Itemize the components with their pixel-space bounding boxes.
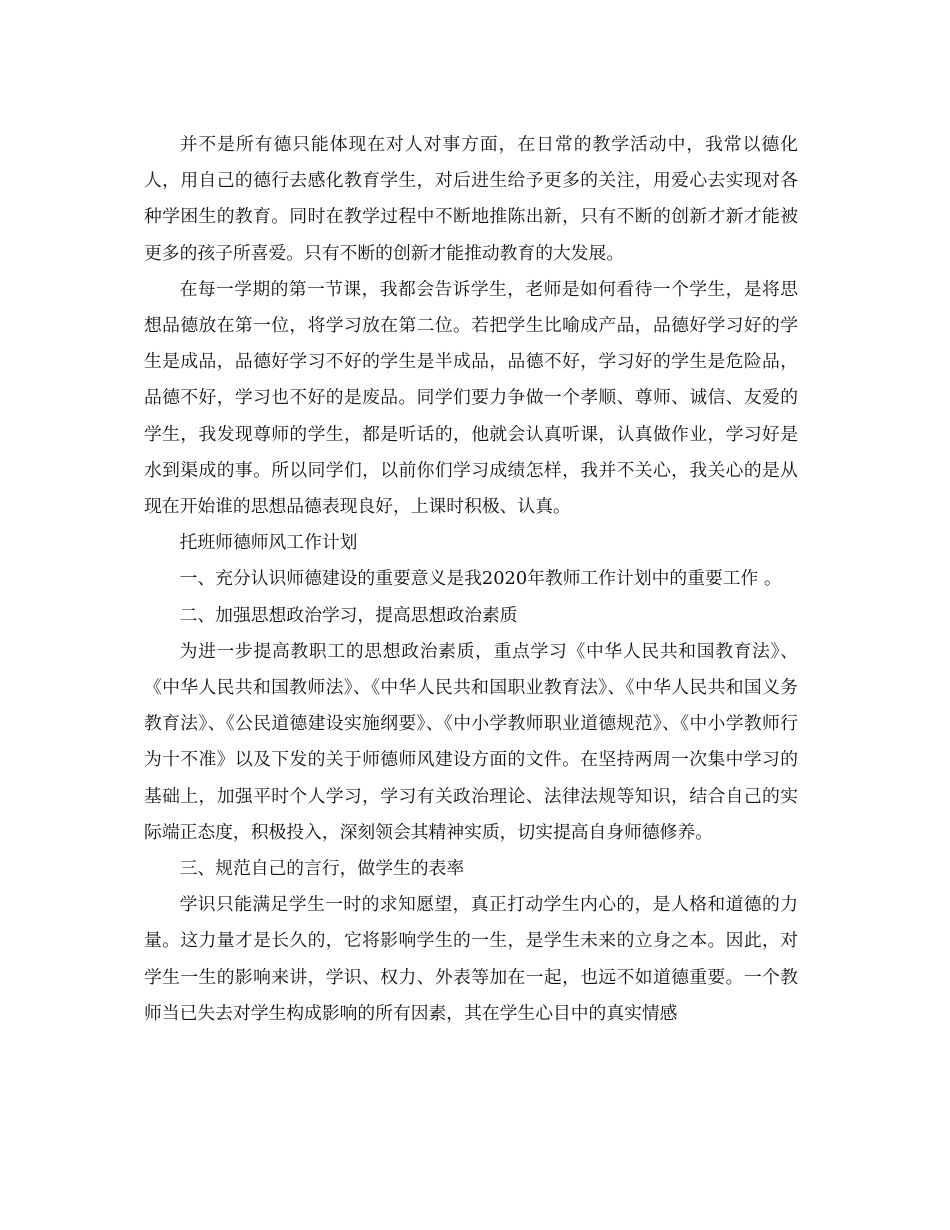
paragraph-3: 为进一步提高教职工的思想政治素质，重点学习《中华人民共和国教育法》、《中华人民共和国教师法》、《中华人民共和国职业教育法》、《中华人民共和国义务教育法》、《公民道德建设实施纲要》、《中小学教师职业道德规范》、《中小学教师行为十不准》以及下发的关于师德师风建设方面的文件。在坚持两周一次集中学习的基础上，加强平时个人学习，学习有关政治理论、法律法规等知识，结合自己的实际端正态度，积极投入，深刻领会其精神实质，切实提高自身师德修养。 — [144, 640, 798, 843]
section-heading-2: 二、加强思想政治学习，提高思想政治素质 — [179, 604, 518, 626]
section-heading-3: 三、规范自己的言行，做学生的表率 — [179, 858, 465, 880]
section-heading-1: 一、充分认识师德建设的重要意义是我2020年教师工作计划中的重要工作 。 — [179, 568, 782, 590]
paragraph-1: 并不是所有德只能体现在对人对事方面，在日常的教学活动中，我常以德化人，用自己的德行去感化教育学生，对后进生给予更多的关注，用爱心去实现对各种学困生的教育。同时在教学过程中不断地推陈出新，只有不断的创新才新才能被更多的孩子所喜爱。只有不断的创新才能推动教育的大发展。 — [144, 134, 798, 264]
paragraph-4: 学识只能满足学生一时的求知愿望，真正打动学生内心的，是人格和道德的力量。这力量才是长久的，它将影响学生的一生，是学生未来的立身之本。因此，对学生一生的影响来讲，学识、权力、外表等加在一起，也远不如道德重要。一个教师当已失去对学生构成影响的所有因素，其在学生心目中的真实情感 — [144, 894, 798, 1024]
paragraph-2: 在每一学期的第一节课，我都会告诉学生，老师是如何看待一个学生，是将思想品德放在第一位，将学习放在第二位。若把学生比喻成产品，品德好学习好的学生是成品，品德好学习不好的学生是半成品，品德不好，学习好的学生是危险品，品德不好，学习也不好的是废品。同学们要力争做一个孝顺、尊师、诚信、友爱的学生，我发现尊师的学生，都是听话的，他就会认真听课，认真做作业，学习好是水到渠成的事。所以同学们，以前你们学习成绩怎样，我并不关心，我关心的是从现在开始谁的思想品德表现良好，上课时积极、认真。 — [144, 278, 798, 518]
document-body — [144, 127, 798, 1032]
section-title: 托班师德师风工作计划 — [179, 532, 358, 554]
